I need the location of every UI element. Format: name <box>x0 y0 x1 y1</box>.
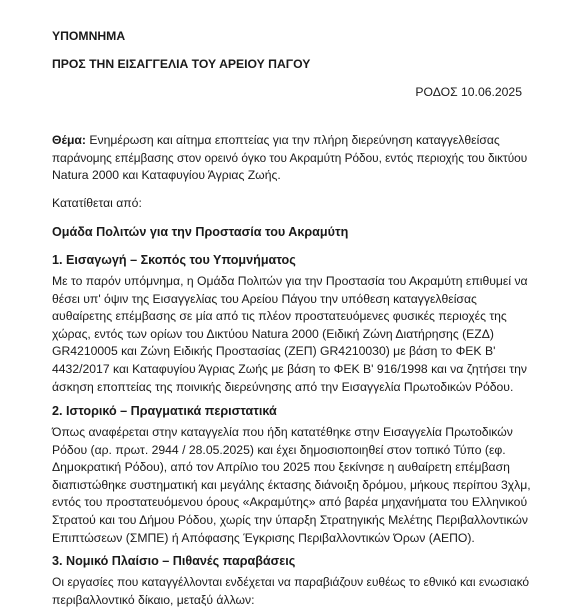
section-1-line: Με το παρόν υπόμνημα, η Ομάδα Πολιτών για την Προστασία του Ακραμύτη επιθυμεί να <box>52 274 528 288</box>
section-2-heading: 2. Ιστορικό – Πραγματικά περιστατικά <box>52 404 277 418</box>
section-1-line: θέσει υπ' όψιν της Εισαγγελίας του Αρείου Πάγου την υπόθεση καταγγελθείσας <box>52 291 477 306</box>
section-3-heading: 3. Νομικό Πλαίσιο – Πιθανές παραβάσεις <box>52 554 296 568</box>
group-name: Ομάδα Πολιτών για την Προστασία του Ακραμύτη <box>52 225 349 239</box>
section-2-line: Επιπτώσεων (ΣΜΠΕ) ή Απόφασης Έγκρισης Περιβαλλοντικών Όρων (ΑΕΠΟ). <box>52 530 475 545</box>
section-2-line: διαπιστώθηκε συστηματική και μεγάλης έκτασης διάνοιξη δρόμου, μήκους περίπου 3χλμ, <box>52 477 531 492</box>
subject-line-1: Θέμα: Ενημέρωση και αίτημα εποπτείας για την πλήρη διερεύνηση καταγγελθείσας <box>52 133 500 147</box>
place-date: ΡΟΔΟΣ 10.06.2025 <box>415 85 522 99</box>
recipient-line: ΠΡΟΣ ΤΗΝ ΕΙΣΑΓΓΕΛΙΑ ΤΟΥ ΑΡΕΙΟΥ ΠΑΓΟΥ <box>52 57 311 71</box>
section-2-line: εντός του προστατευόμενου όρους «Ακραμύτης» από βαρέα μηχανήματα του Ελληνικού <box>52 495 528 510</box>
section-1-line: χώρας, εντός των ορίων του Δικτύου Natura 2000 (Ειδική Ζώνη Διατήρησης (ΕΖΔ) <box>52 326 494 341</box>
section-1-line: 4432/2017 και Καταφυγίου Άγριας Ζωής με βάση το ΦΕΚ Β' 916/1998 και να ζητήσει την <box>52 361 527 376</box>
section-1-heading: 1. Εισαγωγή – Σκοπός του Υπομνήματος <box>52 253 296 267</box>
section-2-line: Όπως αναφέρεται στην καταγγελία που ήδη κατατέθηκε στην Εισαγγελία Πρωτοδικών <box>52 425 513 439</box>
subject-line-3: Natura 2000 και Καταφυγίου Άγριας Ζωής. <box>52 168 281 183</box>
subject-line-2: παράνομης επέμβασης στον ορεινό όγκο του Ακραμύτη Ρόδου, εντός περιοχής του δικτύου <box>52 150 528 165</box>
section-1-body <box>52 273 532 396</box>
section-2-body <box>52 424 532 547</box>
section-2-line: Στρατού και του Δήμου Ρόδου, χωρίς την ύπαρξη Στρατηγικής Μελέτης Περιβαλλοντικών <box>52 512 528 527</box>
memo-label: ΥΠΟΜΝΗΜΑ <box>52 29 126 43</box>
section-1-line: άσκηση εποπτείας της ποινικής διερεύνησης από την Εισαγγελία Πρωτοδικών Ρόδου. <box>52 379 514 394</box>
submitted-by-label: Κατατίθεται από: <box>52 196 142 210</box>
section-2-line: Δημοκρατική Ρόδου), από τον Απρίλιο του 2025 που ξεκίνησε η αυθαίρετη επέμβαση <box>52 460 510 475</box>
subject-label: Θέμα: <box>52 133 86 147</box>
section-3-line: Οι εργασίες που καταγγέλλονται ενδέχεται να παραβιάζουν ευθέως το εθνικό και ενωσιακό <box>52 575 530 589</box>
section-2-line: Ρόδου (αρ. πρωτ. 2944 / 28.05.2025) και έχει δημοσιοποιηθεί στον τοπικό Τύπο (εφ. <box>52 442 506 457</box>
section-1-line: αυθαίρετης επέμβασης σε μία από τις πλέον προστατευόμενες φυσικές περιοχές της <box>52 309 507 324</box>
section-3-line: περιβαλλοντικό δίκαιο, μεταξύ άλλων: <box>52 592 255 607</box>
subject-paragraph <box>52 132 532 185</box>
section-1-line: GR4210005 και Ζώνη Ειδικής Προστασίας (ΖΕΠ) GR4210030) με βάση το ΦΕΚ Β' <box>52 344 496 359</box>
section-3-body <box>52 574 532 609</box>
